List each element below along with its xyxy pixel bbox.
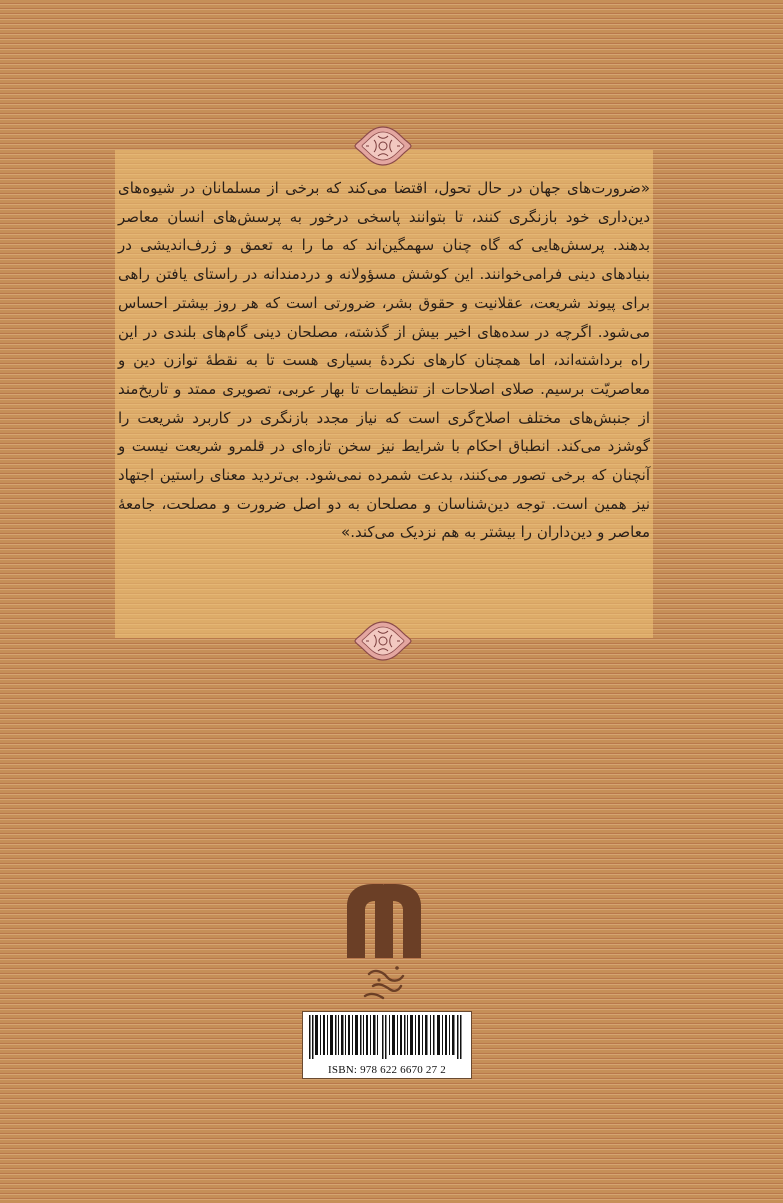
floral-medallion-icon xyxy=(354,621,412,661)
back-cover-blurb: «ضرورت‌های جهان در حال تحول، اقتضا می‌کند که برخی از مسلمانان در شیوه‌های دین‌داری خود بازنگری کنند، تا بتوانند پاسخی درخور به پرسش‌های انسان معاصر بدهند. پرسش‌هایی که گاه چنان سهمگین‌اند که ما را به تعمق و ژرف‌اندیشی در بنیادهای دینی فرامی‌خوانند. این کوشش مسؤولانه و دردمندانه در راستای یافتن راهی برای پیوند شریعت، عقلانیت و حقوق بشر، ضرورتی است که هر روز بیشتر احساس می‌شود. اگرچه در سده‌های اخیر بیش از گذشته، مصلحان دینی گام‌های بلندی در این راه برداشته‌اند، اما همچنان کارهای نکردهٔ بسیاری هست تا به نقطهٔ توازن دین و معاصریّت برسیم. صلای اصلاحات از تنظیمات تا بهار عربی، تصویری ممتد و تاریخ‌مند از جنبش‌های مختلف اصلاح‌گری است که نیاز مجدد بازنگری در کاربرد شریعت را گوشزد می‌کند. انطباق احکام با شرایط نیز سخن تازه‌ای در قلمرو شریعت نیست و آنچنان که برخی تصور می‌کنند، بدعت شمرده نمی‌شود. بی‌تردید معنای راستین اجتهاد نیز همین است. توجه دین‌شناسان و مصلحان به دو اصل ضرورت و مصلحت، جامعهٔ معاصر و دین‌داران را بیشتر به هم نزدیک می‌کند.» xyxy=(118,179,650,542)
publisher-logo-icon xyxy=(343,882,425,1002)
barcode-bars xyxy=(309,1015,465,1059)
isbn-number: ISBN: 978 622 6670 27 2 xyxy=(328,1064,446,1076)
floral-medallion-icon xyxy=(354,126,412,166)
isbn-barcode xyxy=(302,1011,472,1079)
